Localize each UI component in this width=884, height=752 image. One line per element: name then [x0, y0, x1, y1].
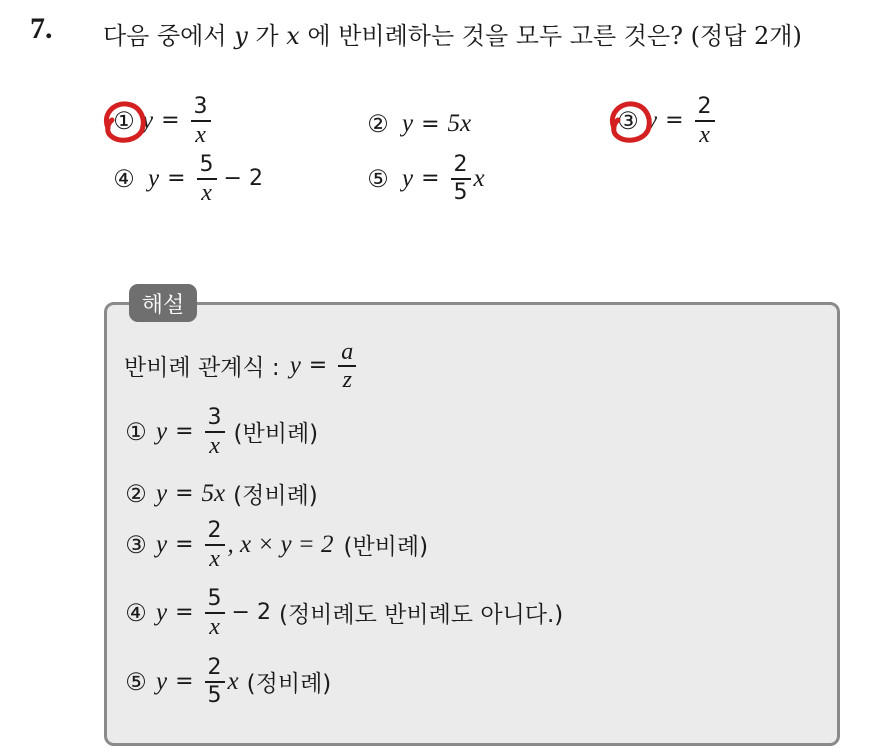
formula-denominator: z: [342, 366, 352, 393]
explanation-3-extra: , x × y = 2: [227, 530, 334, 558]
explanation-3-numerator: 2: [207, 518, 222, 543]
choice-5[interactable]: [366, 152, 485, 206]
explanation-5-denominator: 5: [207, 682, 222, 708]
choice-2-eq: =: [421, 111, 440, 137]
choice-4-denominator: x: [201, 179, 212, 206]
explanation-2-lhs: y: [156, 479, 168, 507]
explanation-item-5: [124, 655, 331, 709]
explanation-4-numerator: 5: [207, 586, 222, 611]
question-var-y: y: [234, 22, 248, 50]
formula-label: 반비례 관계식 :: [124, 355, 280, 382]
choice-1-fraction: [191, 94, 211, 148]
explanation-tag: 해설: [129, 284, 197, 322]
explanation-1-note: (반비례): [233, 421, 319, 448]
explanation-4-note: (정비례도 반비례도 아니다.): [278, 602, 564, 629]
choice-5-label: ⑤: [367, 164, 389, 193]
choice-5-tail: x: [473, 164, 485, 192]
explanation-5-fraction: [205, 655, 225, 709]
explanation-2-rhs: 5x: [201, 479, 226, 507]
choice-4-label: ④: [113, 164, 135, 193]
choice-4-tail: − 2: [223, 166, 263, 192]
choice-4-fraction: [197, 152, 217, 206]
explanation-4-label: ④: [125, 598, 147, 627]
explanation-5-eq: =: [175, 669, 194, 695]
choice-3-label: ③: [617, 106, 639, 135]
explanation-item-4: [124, 586, 563, 640]
choice-1[interactable]: [112, 94, 214, 148]
explanation-5-lhs: y: [156, 667, 168, 695]
explanation-formula: [124, 339, 359, 393]
choice-1-eq: =: [161, 108, 180, 134]
choice-4-lhs: y: [148, 164, 160, 192]
question-text-part1: 다음 중에서: [103, 22, 227, 50]
choice-4-numerator: 5: [199, 152, 214, 177]
explanation-item-1: [124, 405, 318, 459]
explanation-5-numerator: 2: [207, 655, 222, 680]
choice-4[interactable]: [112, 152, 263, 206]
explanation-1-label: ①: [125, 417, 147, 446]
explanation-4-denominator: x: [209, 613, 220, 640]
choice-5-eq: =: [421, 166, 440, 192]
choice-3-denominator: x: [699, 121, 710, 148]
explanation-4-fraction: [205, 586, 225, 640]
formula-eq: =: [308, 353, 328, 379]
choice-3-lhs: y: [646, 106, 658, 134]
choice-5-numerator: 2: [453, 152, 468, 177]
choice-2[interactable]: [366, 110, 471, 138]
choice-3[interactable]: [616, 94, 718, 148]
explanation-3-denominator: x: [209, 545, 220, 572]
choice-2-rhs: 5x: [447, 110, 472, 137]
explanation-3-fraction: [205, 518, 225, 572]
choice-2-label: ②: [367, 110, 389, 138]
choice-2-lhs: y: [402, 110, 414, 137]
question-var-x: x: [286, 22, 300, 50]
explanation-1-lhs: y: [156, 417, 168, 445]
explanation-1-fraction: [205, 405, 225, 459]
question-text-part3: 에 반비례하는 것을 모두 고른 것은? (정답 2개): [307, 22, 802, 50]
choice-1-lhs: y: [142, 106, 154, 134]
choice-1-numerator: 3: [193, 94, 208, 119]
explanation-5-tail: x: [227, 667, 239, 695]
choice-4-eq: =: [167, 166, 186, 192]
explanation-item-2: [124, 477, 318, 510]
choice-1-label: ①: [113, 106, 135, 135]
explanation-1-eq: =: [175, 419, 194, 445]
explanation-2-note: (정비례): [233, 483, 318, 509]
question-text: [103, 16, 802, 51]
explanation-3-lhs: y: [156, 530, 168, 558]
question-text-part2: 가: [255, 22, 279, 50]
formula-numerator: a: [341, 339, 354, 365]
explanation-1-numerator: 3: [207, 405, 222, 430]
explanation-2-eq: =: [175, 481, 194, 506]
choice-5-denominator: 5: [453, 179, 468, 205]
explanation-5-note: (정비례): [246, 671, 332, 698]
explanation-3-label: ③: [125, 530, 147, 559]
formula-lhs: y: [289, 351, 301, 379]
explanation-5-label: ⑤: [125, 667, 147, 696]
explanation-3-note: (반비례): [343, 534, 429, 561]
explanation-item-3: [124, 518, 428, 572]
explanation-4-lhs: y: [156, 598, 168, 626]
choice-3-numerator: 2: [697, 94, 712, 119]
choice-5-fraction: [451, 152, 471, 206]
explanation-3-eq: =: [175, 532, 194, 558]
explanation-4-tail: − 2: [231, 600, 271, 626]
explanation-4-eq: =: [175, 600, 194, 626]
question-number: 7.: [30, 12, 53, 45]
choice-5-lhs: y: [402, 164, 414, 192]
choice-3-eq: =: [665, 108, 684, 134]
explanation-1-denominator: x: [209, 432, 220, 459]
explanation-2-label: ②: [125, 479, 147, 508]
formula-fraction: [338, 339, 356, 393]
choice-3-fraction: [695, 94, 715, 148]
choice-1-denominator: x: [195, 121, 206, 148]
